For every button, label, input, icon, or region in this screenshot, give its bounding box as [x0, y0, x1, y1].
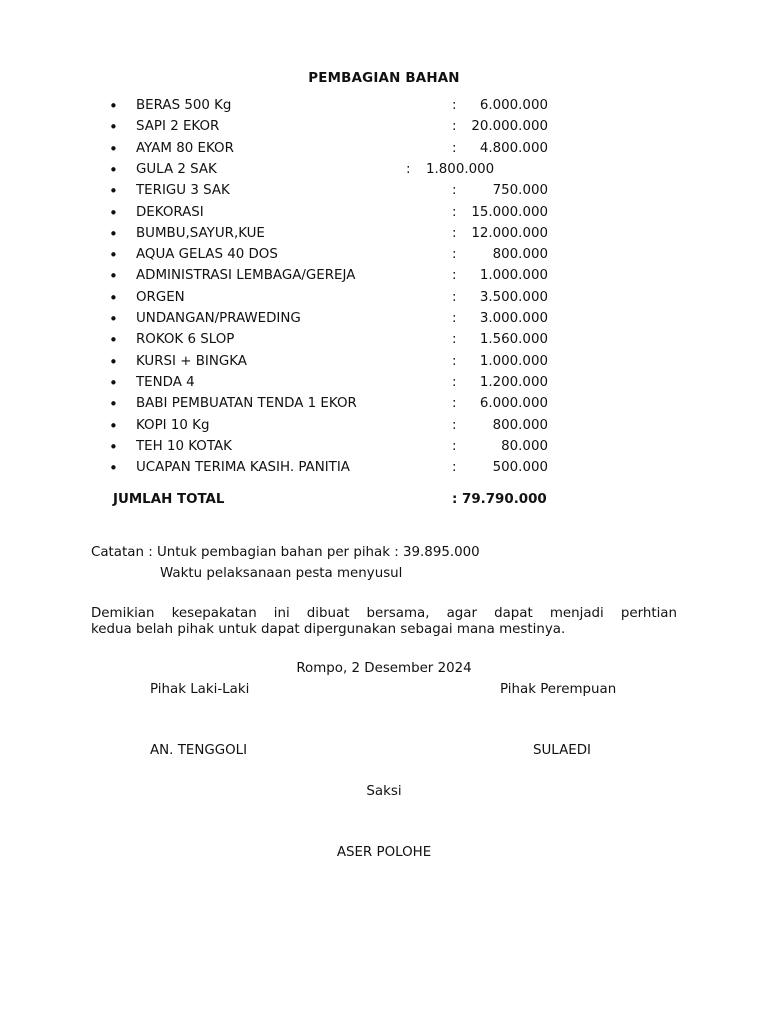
place-date: Rompo, 2 Desember 2024: [296, 661, 472, 676]
item-colon: :: [452, 396, 457, 412]
total-label: JUMLAH TOTAL: [113, 492, 225, 507]
item-amount: 800.000: [492, 247, 548, 263]
list-item: [0, 205, 768, 226]
list-item: [0, 162, 768, 183]
list-item: [0, 183, 768, 204]
item-label: TENDA 4: [136, 374, 195, 390]
closing-line-2: kedua belah pihak untuk dapat dipergunakan sebagai mana mestinya.: [91, 622, 566, 637]
bullet-marker: •: [109, 97, 118, 115]
total-value: : 79.790.000: [452, 492, 547, 507]
note-line-1: Catatan : Untuk pembagian bahan per pihak : 39.895.000: [91, 545, 480, 560]
item-label: ORGEN: [136, 289, 185, 305]
item-label: TERIGU 3 SAK: [136, 183, 230, 199]
item-amount: 6.000.000: [479, 98, 548, 113]
item-amount: 1.560.000: [479, 332, 548, 348]
item-colon: :: [452, 183, 457, 199]
bullet-marker: •: [109, 203, 118, 222]
bullet-marker: •: [109, 139, 118, 158]
bullet-marker: •: [109, 352, 118, 371]
item-amount: 12.000.000: [471, 225, 548, 241]
bullet-marker: •: [109, 437, 118, 456]
item-colon: :: [452, 438, 457, 454]
bullet-marker: •: [109, 182, 118, 201]
bullet-marker: •: [109, 288, 118, 307]
item-amount: 80.000: [501, 438, 548, 454]
list-item: [0, 268, 768, 289]
left-party-role: Pihak Laki-Laki: [150, 682, 250, 697]
bullet-marker: •: [109, 310, 118, 328]
item-label: AYAM 80 EKOR: [136, 140, 234, 156]
item-colon: :: [452, 225, 457, 241]
bullet-marker: •: [109, 416, 118, 435]
item-label: ROKOK 6 SLOP: [136, 332, 235, 348]
note-line-2: Waktu pelaksanaan pesta menyusul: [160, 566, 403, 581]
item-colon: :: [452, 374, 457, 390]
total-row: [0, 492, 768, 513]
list-item: [0, 311, 768, 332]
item-label: SAPI 2 EKOR: [136, 119, 220, 135]
item-amount: 4.800.000: [479, 140, 548, 156]
item-colon: :: [452, 353, 457, 369]
closing-paragraph: [91, 606, 677, 638]
item-colon: :: [406, 161, 411, 177]
list-item: [0, 418, 768, 439]
item-colon: :: [452, 289, 457, 305]
bullet-marker: •: [109, 331, 118, 350]
item-amount: 15.000.000: [471, 204, 548, 220]
item-amount: 1.800.000: [426, 161, 495, 177]
bullet-marker: •: [109, 246, 118, 265]
item-colon: :: [452, 247, 457, 263]
item-colon: :: [452, 417, 457, 433]
list-item: [0, 460, 768, 481]
list-item: [0, 247, 768, 268]
item-colon: :: [452, 204, 457, 220]
right-party-role: Pihak Perempuan: [500, 682, 617, 697]
item-colon: :: [452, 140, 457, 156]
item-colon: :: [452, 311, 457, 326]
left-party-name: AN. TENGGOLI: [150, 743, 248, 758]
bullet-marker: •: [109, 224, 118, 243]
item-amount: 500.000: [492, 460, 548, 476]
item-label: AQUA GELAS 40 DOS: [136, 247, 278, 263]
item-colon: :: [452, 119, 457, 135]
item-label: KURSI + BINGKA: [136, 353, 247, 369]
bullet-marker: •: [109, 160, 118, 179]
bullet-marker: •: [109, 459, 118, 478]
item-label: GULA 2 SAK: [136, 161, 217, 177]
item-label: BERAS 500 Kg: [136, 98, 232, 113]
closing-line-1: Demikian kesepakatan ini dibuat bersama, agar dapat menjadi perhtian: [91, 606, 677, 621]
list-item: [0, 439, 768, 460]
document-title: PEMBAGIAN BAHAN: [308, 71, 460, 86]
bullet-marker: •: [109, 395, 118, 414]
item-colon: :: [452, 332, 457, 348]
item-colon: :: [452, 268, 457, 284]
right-party-name: SULAEDI: [533, 743, 591, 758]
item-colon: :: [452, 460, 457, 476]
witness-role: Saksi: [366, 784, 402, 799]
list-item: [0, 290, 768, 311]
bullet-marker: •: [109, 373, 118, 392]
witness-name: ASER POLOHE: [336, 845, 432, 860]
item-amount: 6.000.000: [479, 396, 548, 412]
item-colon: :: [452, 98, 457, 113]
list-item: [0, 119, 768, 140]
item-amount: 3.000.000: [479, 311, 548, 326]
item-label: ADMINISTRASI LEMBAGA/GEREJA: [136, 268, 356, 284]
bullet-marker: •: [109, 267, 118, 286]
list-item: [0, 226, 768, 247]
item-amount: 800.000: [492, 417, 548, 433]
bullet-marker: •: [109, 118, 118, 137]
list-item: [0, 332, 768, 353]
item-amount: 3.500.000: [479, 289, 548, 305]
item-label: UCAPAN TERIMA KASIH. PANITIA: [136, 460, 350, 476]
list-item: [0, 375, 768, 396]
item-amount: 1.000.000: [479, 353, 548, 369]
item-label: BUMBU,SAYUR,KUE: [136, 225, 265, 241]
item-label: UNDANGAN/PRAWEDING: [136, 311, 301, 326]
list-item: [0, 354, 768, 375]
item-label: TEH 10 KOTAK: [136, 438, 232, 454]
list-item: [0, 98, 768, 119]
item-label: KOPI 10 Kg: [136, 417, 210, 433]
item-amount: 750.000: [492, 183, 548, 199]
list-item: [0, 141, 768, 162]
item-label: BABI PEMBUATAN TENDA 1 EKOR: [136, 396, 357, 412]
item-amount: 1.000.000: [479, 268, 548, 284]
list-item: [0, 396, 768, 417]
item-amount: 20.000.000: [471, 119, 548, 135]
item-label: DEKORASI: [136, 204, 204, 220]
item-amount: 1.200.000: [479, 374, 548, 390]
